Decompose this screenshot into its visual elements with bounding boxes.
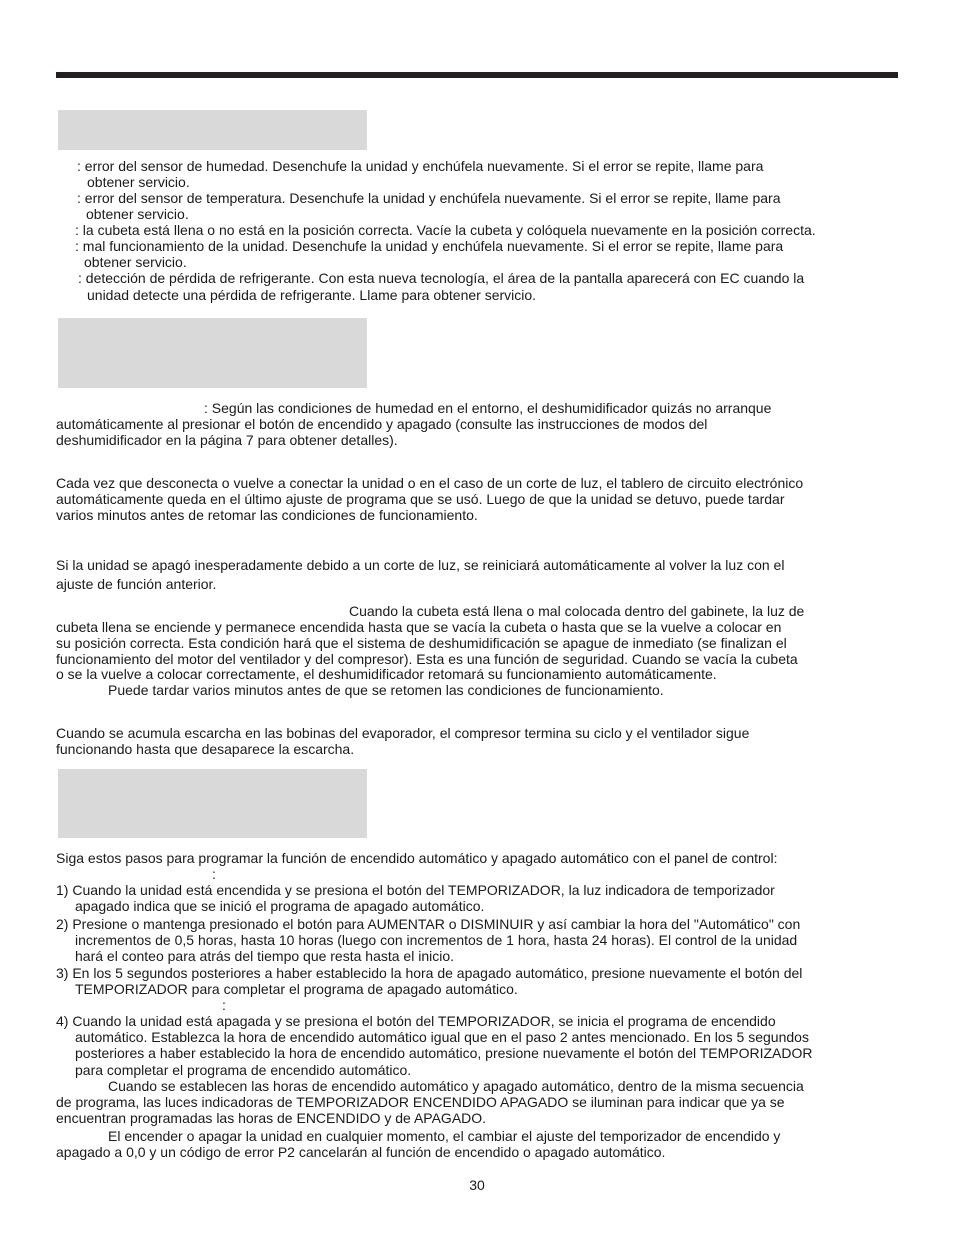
defrost-paragraph: Cuando se acumula escarcha en las bobinas del evaporador, el compresor termina su ciclo y el ventilador sigue xyxy=(56,725,750,741)
auto-restart-paragraph: Si la unidad se apagó inesperadamente debido a un corte de luz, se reiniciará automáticamente al volver la luz con el xyxy=(56,557,785,573)
section-heading-box-timer xyxy=(58,769,367,838)
defrost-paragraph: funcionando hasta que desaparece la escarcha. xyxy=(56,741,355,757)
timer-off-subheading-colon: : xyxy=(212,866,216,882)
auto-restart-paragraph: ajuste de función anterior. xyxy=(56,576,217,592)
error-code-bucket: : la cubeta está llena o no está en la posición correcta. Vacíe la cubeta y colóquela nuevamente en la posición correcta. xyxy=(75,222,816,238)
timer-step-3-cont: TEMPORIZADOR para completar el programa de apagado automático. xyxy=(75,981,518,997)
timer-step-4-cont: automático. Establezca la hora de encendido automático igual que en el paso 2 antes mencionado. En los 5 segundos xyxy=(75,1029,809,1045)
timer-note-1-cont: encuentran programadas las horas de ENCENDIDO y de APAGADO. xyxy=(56,1110,487,1126)
memory-paragraph: varios minutos antes de retomar las condiciones de funcionamiento. xyxy=(56,507,478,523)
section-heading-box-error-codes xyxy=(58,110,367,150)
header-rule xyxy=(56,72,898,78)
bucket-full-paragraph: funcionamiento del motor del ventilador y del compresor). Esta es una función de seguridad. Cuando se vacía la cubeta xyxy=(56,651,798,667)
timer-step-4-cont: para completar el programa de encendido automático. xyxy=(75,1062,412,1078)
error-code-humidity-sensor: : error del sensor de humedad. Desenchufe la unidad y enchúfela nuevamente. Si el error se repite, llame para xyxy=(77,158,764,174)
timer-step-2-cont: incrementos de 0,5 horas, hasta 10 horas (luego con incrementos de 1 hora, hasta 24 horas). El control de la unidad xyxy=(75,932,798,948)
memory-paragraph: Cada vez que desconecta o vuelve a conectar la unidad o en el caso de un corte de luz, el tablero de circuito electrónico xyxy=(56,475,804,491)
timer-step-4-cont: posteriores a haber establecido la hora de encendido automático, presione nuevamente el botón del TEMPORIZADOR xyxy=(75,1045,813,1061)
error-code-refrigerant-leak-cont: unidad detecte una pérdida de refrigerante. Llame para obtener servicio. xyxy=(87,287,537,303)
bucket-full-paragraph: o se la vuelve a colocar correctamente, el deshumidificador retomará su funcionamiento automáticamente. xyxy=(56,666,717,682)
timer-on-subheading-colon: : xyxy=(222,997,226,1013)
timer-step-2: 2) Presione o mantenga presionado el botón para AUMENTAR o DISMINUIR y así cambiar la hora del "Automático" con xyxy=(56,916,801,932)
section-heading-box-operation xyxy=(58,318,367,388)
bucket-full-paragraph: su posición correcta. Esta condición hará que el sistema de deshumidificación se apague de inmediato (se finalizan el xyxy=(56,635,787,651)
memory-paragraph: automáticamente queda en el último ajuste de programa que se usó. Luego de que la unidad se detuvo, puede tardar xyxy=(56,491,785,507)
auto-start-paragraph: automáticamente al presionar el botón de encendido y apagado (consulte las instrucciones de modos del xyxy=(56,416,708,432)
timer-note-1: Cuando se establecen las horas de encendido automático y apagado automático, dentro de la misma secuencia xyxy=(108,1078,804,1094)
error-code-refrigerant-leak: : detección de pérdida de refrigerante. Con esta nueva tecnología, el área de la pantalla aparecerá con EC cuando la xyxy=(78,270,805,286)
bucket-full-paragraph: cubeta llena se enciende y permanece encendida hasta que se vacía la cubeta o hasta que se la vuelve a colocar en xyxy=(56,619,782,635)
timer-note-2: El encender o apagar la unidad en cualquier momento, el cambiar el ajuste del temporizador de encendido y xyxy=(108,1128,781,1144)
error-code-temperature-sensor: : error del sensor de temperatura. Desenchufe la unidad y enchúfela nuevamente. Si el error se repite, llame para xyxy=(77,190,781,206)
timer-step-3: 3) En los 5 segundos posteriores a haber establecido la hora de apagado automático, presione nuevamente el botón del xyxy=(56,965,803,981)
bucket-full-paragraph: Puede tardar varios minutos antes de que se retomen las condiciones de funcionamiento. xyxy=(108,682,664,698)
timer-step-4: 4) Cuando la unidad está apagada y se presiona el botón del TEMPORIZADOR, se inicia el programa de encendido xyxy=(56,1013,776,1029)
page-number: 30 xyxy=(469,1177,485,1193)
error-code-malfunction: : mal funcionamiento de la unidad. Desenchufe la unidad y enchúfela nuevamente. Si el error se repite, llame para xyxy=(75,238,784,254)
timer-intro: Siga estos pasos para programar la función de encendido automático y apagado automático con el panel de control: xyxy=(56,850,778,866)
timer-note-2-cont: apagado a 0,0 y un código de error P2 cancelarán al función de encendido o apagado automático. xyxy=(56,1144,666,1160)
timer-step-2-cont: hará el conteo para atrás del tiempo que resta hasta el inicio. xyxy=(75,948,455,964)
timer-note-1-cont: de programa, las luces indicadoras de TEMPORIZADOR ENCENDIDO APAGADO se iluminan para indicar que ya se xyxy=(56,1094,785,1110)
timer-step-1-cont: apagado indica que se inició el programa de apagado automático. xyxy=(75,898,485,914)
timer-step-1: 1) Cuando la unidad está encendida y se presiona el botón del TEMPORIZADOR, la luz indicadora de temporizador xyxy=(56,882,775,898)
error-code-temperature-sensor-cont: obtener servicio. xyxy=(86,206,189,222)
bucket-full-paragraph: Cuando la cubeta está llena o mal colocada dentro del gabinete, la luz de xyxy=(349,603,805,619)
auto-start-paragraph: deshumidificador en la página 7 para obtener detalles). xyxy=(56,432,398,448)
error-code-malfunction-cont: obtener servicio. xyxy=(84,254,187,270)
error-code-humidity-sensor-cont: obtener servicio. xyxy=(87,174,190,190)
auto-start-paragraph: : Según las condiciones de humedad en el entorno, el deshumidificador quizás no arranque xyxy=(204,400,772,416)
